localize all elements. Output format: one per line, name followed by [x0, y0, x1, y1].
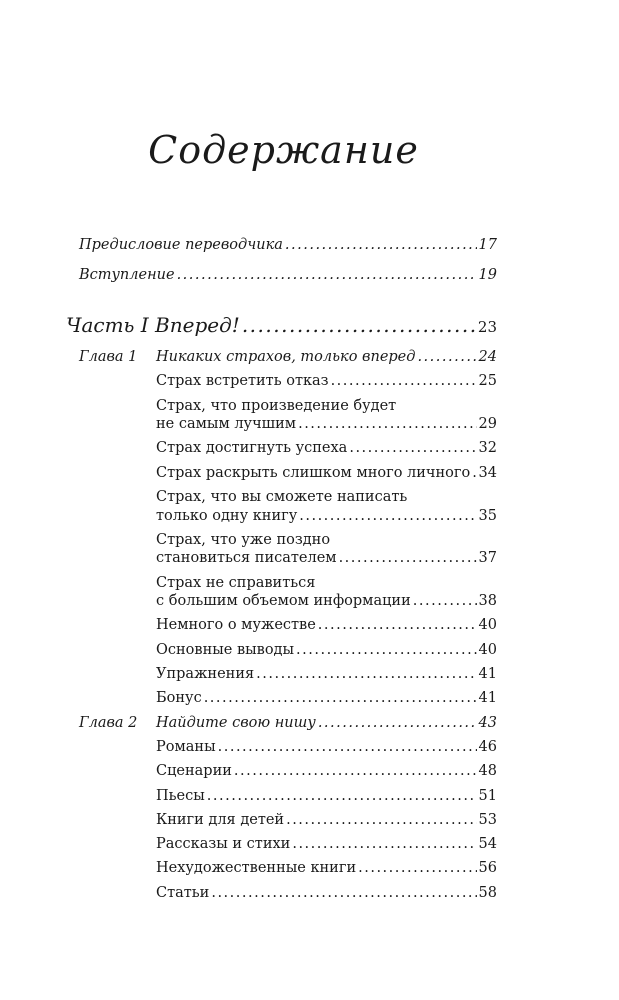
toc-entry-label: Страх раскрыть слишком много личного — [156, 464, 471, 481]
toc-entry — [156, 787, 497, 805]
dot-leader — [318, 714, 477, 732]
toc-page-number: 53 — [478, 811, 497, 828]
toc-entry-label: Страх достигнуть успеха — [156, 440, 348, 457]
toc-entry — [156, 859, 497, 877]
toc-page-number: 41 — [478, 666, 497, 682]
toc-entry — [156, 372, 497, 390]
toc-page-number: 32 — [478, 440, 497, 457]
toc-entry-label: Нехудожественные книги — [156, 860, 357, 877]
dot-leader — [204, 689, 477, 707]
toc-entry-front — [79, 266, 497, 284]
toc-page-number: 46 — [478, 738, 497, 755]
toc-entry-label: становиться писателем — [156, 550, 337, 567]
toc-page-number: 40 — [478, 617, 497, 634]
toc-part-heading — [66, 313, 497, 339]
toc-entry — [156, 835, 497, 853]
toc-entry-label: Романы — [156, 738, 216, 755]
toc-entry — [156, 665, 497, 683]
dot-leader — [417, 348, 476, 366]
dot-leader — [207, 787, 477, 805]
toc-entry — [156, 762, 497, 780]
toc-entry — [156, 811, 497, 829]
toc-entry — [156, 549, 497, 567]
dot-leader — [177, 266, 477, 284]
toc-page-number: 41 — [478, 690, 497, 707]
toc-entry — [156, 439, 497, 457]
dot-leader — [339, 549, 477, 567]
dot-leader — [234, 762, 477, 780]
toc-entry — [156, 415, 497, 433]
toc-entry-label: Вступление — [79, 267, 175, 283]
toc-page-number: 40 — [478, 641, 497, 658]
toc-entry-label: с большим объемом информации — [156, 593, 411, 610]
toc-entry-first-line: Страх, что вы сможете написать — [156, 489, 408, 505]
toc-page-number: 34 — [478, 464, 497, 481]
toc-page-number: 29 — [478, 416, 497, 433]
toc-entry-label: Статьи — [156, 884, 210, 901]
dot-leader — [286, 811, 476, 829]
toc-entry-label: Никаких страхов, только вперед — [156, 349, 416, 365]
toc-page-number: 25 — [478, 373, 497, 390]
toc-page-number: 43 — [478, 714, 497, 731]
toc-entry — [156, 641, 497, 659]
toc-chapter-title — [156, 714, 497, 732]
toc-entry-first-line: Страх, что произведение будет — [156, 397, 397, 414]
dot-leader — [349, 439, 476, 457]
toc-entry-label: Предисловие переводчика — [79, 237, 283, 253]
toc-entry-label: Рассказы и стихи — [156, 836, 291, 853]
dot-leader — [331, 372, 477, 390]
dot-leader — [292, 835, 476, 853]
toc-entry-front — [79, 236, 497, 254]
toc-entry-label: Найдите свою нишу — [156, 714, 316, 731]
page-title: Содержание — [148, 128, 419, 172]
toc-entry-first-line: Страх не справиться — [156, 574, 316, 591]
toc-entry — [156, 464, 497, 482]
toc-entry — [156, 616, 497, 634]
toc-entry-label: не самым лучшим — [156, 416, 297, 433]
toc-entry-label: Пьесы — [156, 787, 205, 804]
dot-leader — [256, 665, 476, 683]
toc-entry-label: Книги для детей — [156, 811, 285, 828]
toc-entry-label: Упражнения — [156, 666, 255, 682]
toc-page-number: 38 — [478, 593, 497, 610]
toc-page-number: 37 — [478, 550, 497, 567]
dot-leader — [299, 507, 476, 525]
toc-entry-label: Страх встретить отказ — [156, 373, 329, 390]
toc-entry-label: Бонус — [156, 690, 202, 707]
toc-entry — [156, 592, 497, 610]
dot-leader — [285, 236, 477, 254]
dot-leader — [298, 415, 476, 433]
toc-entry-label: Немного о мужестве — [156, 617, 316, 634]
dot-leader — [242, 313, 476, 337]
toc-page-number: 35 — [478, 507, 497, 524]
toc-entry — [156, 507, 497, 525]
dot-leader — [358, 859, 476, 877]
dot-leader — [211, 884, 476, 902]
dot-leader — [218, 738, 477, 756]
toc-page-number: 23 — [477, 318, 497, 336]
toc-page-number: 54 — [478, 836, 497, 853]
toc-entry-label: Сценарии — [156, 763, 232, 780]
toc-entry-label: только одну книгу — [156, 507, 298, 524]
toc-chapter-title — [156, 348, 497, 366]
toc-page-number: 17 — [478, 237, 497, 253]
dot-leader — [296, 641, 477, 659]
dot-leader — [318, 616, 477, 634]
toc-entry-label: Основные выводы — [156, 641, 295, 658]
toc-entry-label: Часть I Вперед! — [66, 313, 240, 337]
chapter-number: Глава 2 — [79, 714, 138, 731]
toc-entry-first-line: Страх, что уже поздно — [156, 531, 331, 548]
toc-page-number: 58 — [478, 884, 497, 901]
chapter-number: Глава 1 — [79, 349, 138, 365]
toc-page-number: 48 — [478, 763, 497, 780]
toc-page-number: 19 — [478, 267, 497, 283]
dot-leader — [413, 592, 477, 610]
toc-page-number: 56 — [478, 860, 497, 877]
dot-leader — [472, 464, 476, 482]
toc-entry — [156, 884, 497, 902]
toc-page-number: 51 — [478, 787, 497, 804]
toc-entry — [156, 738, 497, 756]
toc-entry — [156, 689, 497, 707]
toc-page-number: 24 — [478, 349, 497, 365]
